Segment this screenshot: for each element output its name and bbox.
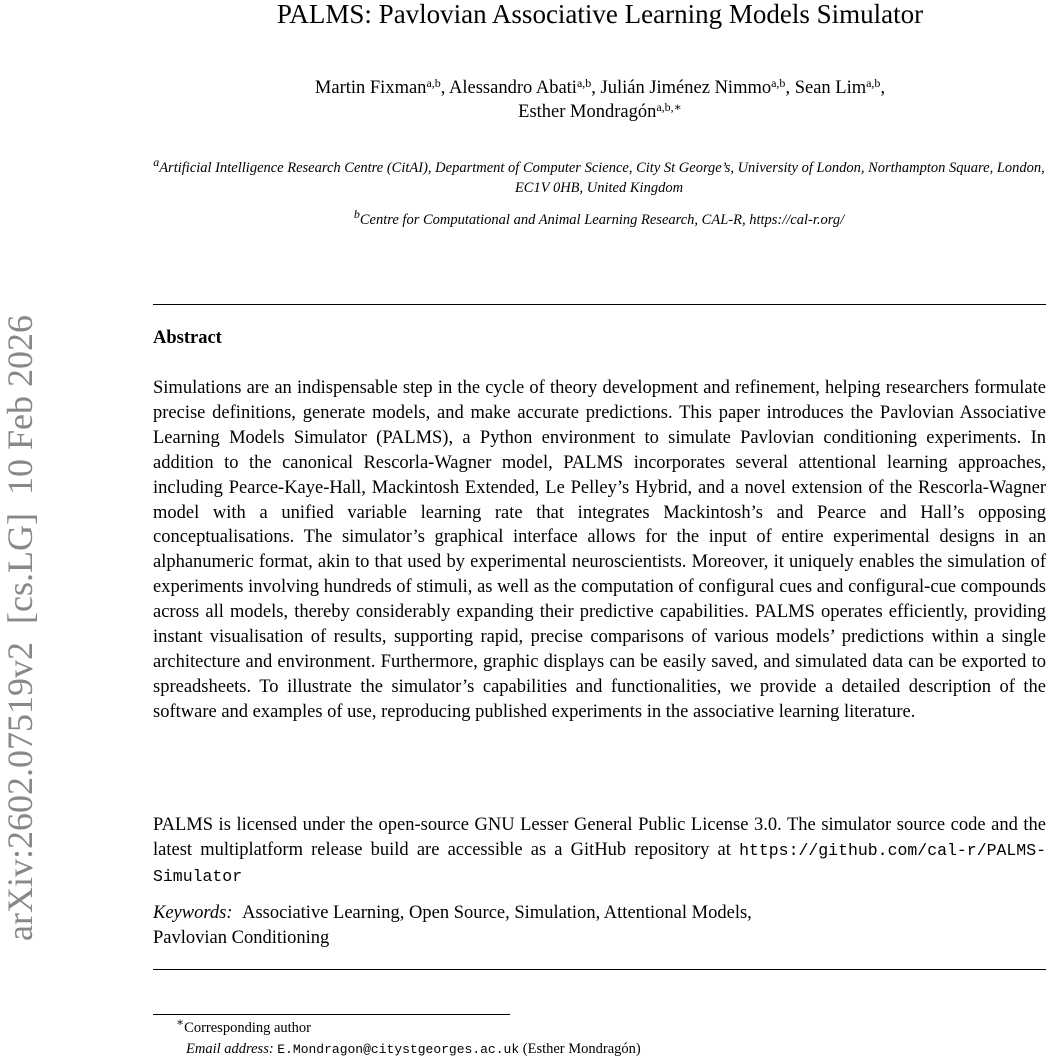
footnote-corresponding: ∗Corresponding author [176,1015,312,1036]
arxiv-stamp-text: arXiv:2602.07519v2 [cs.LG] 10 Feb 2026 [0,315,40,941]
paper-title: PALMS: Pavlovian Associative Learning Models Simulator [276,0,924,29]
email-link[interactable]: E.Mondragon@citystgeorges.ac.uk [277,1042,520,1057]
affiliation-b: $^b$Centre for Computational and Animal Learning Research, CAL-R, https://cal-r.org/ [353,207,845,228]
footnote-email: Email address: E.Mondragon@citystgeorges.ac.uk (Esther Mondragón) [186,1041,641,1057]
footnote-divider [153,1014,510,1015]
keywords: Keywords: Associative Learning, Open Source, Simulation, Attentional Models, Pavlovian Conditioning [153,903,752,948]
divider-top [153,304,1046,305]
author: Sean Lim$^{a,b}$, [794,76,886,98]
author: Esther Mondragón$^{a,b,∗}$ [518,100,682,122]
license-paragraph: PALMS is licensed under the open-source GNU Lesser General Public License 3.0. The simulator source code and the latest multiplatform release build are accessible as a GitHub repository at https://github.com/cal-r/PALMS-Simulator [153,815,1047,886]
author-list [150,76,1048,124]
author: Martin Fixman$^{a,b}$, [314,76,449,98]
keywords-label: Keywords: [153,903,233,923]
divider-bottom [153,969,1046,970]
author: Julián Jiménez Nimmo$^{a,b}$, [600,76,795,98]
abstract-heading: Abstract [153,328,222,348]
affiliation-a: $^a$Artificial Intelligence Research Centre (CitAI), Department of Computer Science, City St George’s, University of London, Northampton Square, London, EC1V 0HB, United Kingdom [153,155,1045,196]
arxiv-identifier-stamp [0,0,50,1058]
repo-link[interactable]: https://github.com/cal-r/PALMS-Simulator [153,840,1047,886]
author: Alessandro Abati$^{a,b}$, [449,76,601,98]
abstract-body: Simulations are an indispensable step in the cycle of theory development and refinement, helping researchers formulate precise definitions, generate models, and make accurate predictions. This paper introduces the Pavlovian Associative Learning Models Simulator (PALMS), a Python environment to simulate Pavlovian conditioning experiments. In addition to the canonical Rescorla-Wagner model, PALMS incorporates several attentional learning approaches, including Pearce-Kaye-Hall, Mackintosh Extended, Le Pelley’s Hybrid, and a novel extension of the Rescorla-Wagner model with a unified variable learning rate that integrates Mackintosh’s and Pearce and Hall’s opposing conceptualisations. The simulator’s graphical interface allows for the input of entire experimental designs in an alphanumeric format, akin to that used by experimental neuroscientists. Moreover, it uniquely enables the simulation of experiments involving hundreds of stimuli, as well as the computation of configural cues and configural-cue compounds across all models, thereby considerably expanding their predictive capabilities. PALMS operates efficiently, providing instant visualisation of results, supporting rapid, precise comparisons of various models’ predictions within a single architecture and environment. Furthermore, graphic displays can be easily saved, and simulated data can be exported to spreadsheets. To illustrate the simulator’s capabilities and functionalities, we provide a detailed description of the software and examples of use, reproducing published experiments in the associative learning literature. [153,378,1046,722]
